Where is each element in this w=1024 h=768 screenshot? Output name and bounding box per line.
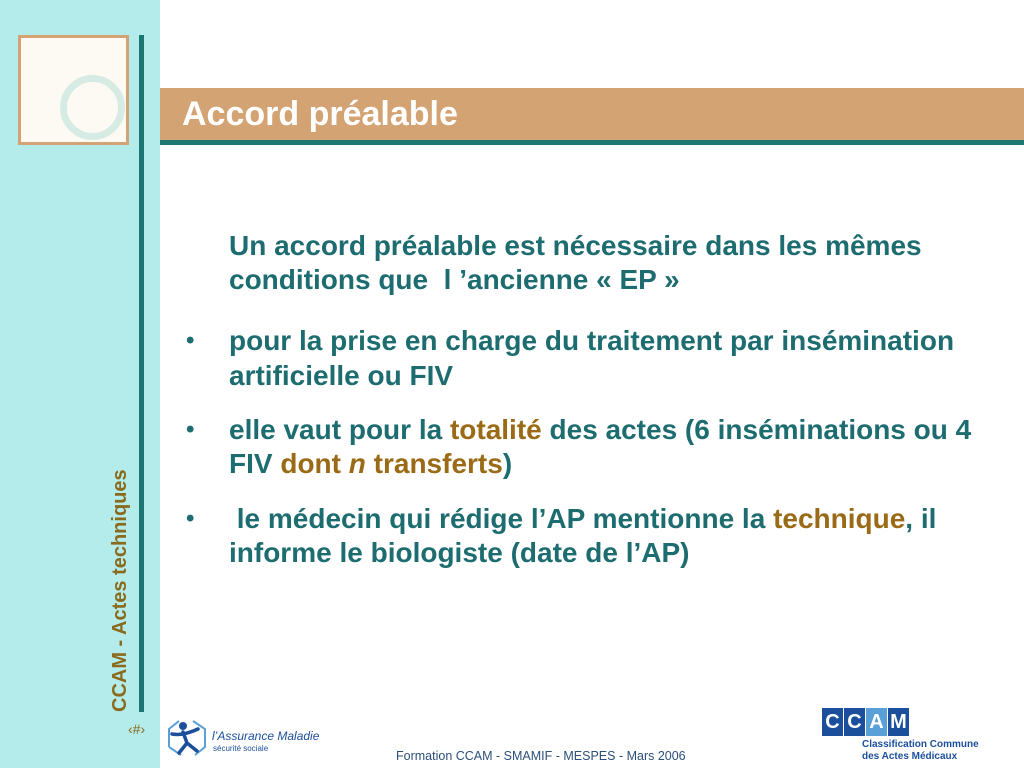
ccam-logo-letter: C <box>822 708 843 736</box>
highlight-text: transferts <box>365 448 503 479</box>
side-label: CCAM - Actes techniques <box>109 469 131 712</box>
bullet-marker: • <box>186 327 195 354</box>
bullet-text: des actes (6 inséminations ou 4 <box>541 414 972 445</box>
slide-title: Accord préalable <box>182 95 458 133</box>
bullet-text: , il <box>905 503 937 534</box>
bullet-text: le médecin qui rédige l’AP mentionne la <box>229 503 774 534</box>
ccam-logo-line: des Actes Médicaux <box>862 751 958 762</box>
bullet-line <box>229 446 512 481</box>
highlight-italic-text: n <box>348 448 366 479</box>
slide-number: ‹#› <box>128 721 146 737</box>
assurance-maladie-logo-name: l’Assurance Maladie <box>212 729 320 743</box>
ccam-logo-letter: M <box>888 708 909 736</box>
ccam-logo-letter: C <box>844 708 865 736</box>
bullet-marker: • <box>186 416 195 443</box>
bullet-line <box>229 358 453 393</box>
intro-line: conditions que l ’ancienne « EP » <box>229 264 680 295</box>
bullet-text: elle vaut pour la <box>229 414 450 445</box>
bullet-line <box>229 535 690 570</box>
bullet-line <box>229 323 954 358</box>
bullet-text: artificielle ou FIV <box>229 360 454 391</box>
highlight-text: dont <box>280 448 349 479</box>
bullet-line <box>229 501 936 536</box>
assurance-maladie-logo-tagline: sécurité sociale <box>213 744 269 753</box>
intro-line: Un accord préalable est nécessaire dans les mêmes <box>229 230 922 261</box>
title-underline <box>160 140 1024 145</box>
bullet-text: pour la prise en charge du traitement par insémination <box>229 325 955 356</box>
ccam-logo-letter: A <box>866 708 887 736</box>
highlight-text: technique <box>773 503 906 534</box>
ccam-logo <box>822 708 909 736</box>
footer-text: Formation CCAM - SMAMIF - MESPES - Mars 2006 <box>396 749 686 763</box>
bullet-marker: • <box>186 505 195 532</box>
circle-ring-icon <box>60 75 125 140</box>
bullet-text: informe le biologiste (date de l’AP) <box>229 537 690 568</box>
ccam-logo-line: Classification Commune <box>862 739 979 750</box>
vertical-accent-line <box>139 35 144 712</box>
bullet-text: ) <box>502 448 513 479</box>
highlight-text: totalité <box>449 414 542 445</box>
bullet-text: FIV <box>229 448 281 479</box>
bullet-line <box>229 412 971 447</box>
assurance-maladie-figure-icon <box>163 717 211 757</box>
